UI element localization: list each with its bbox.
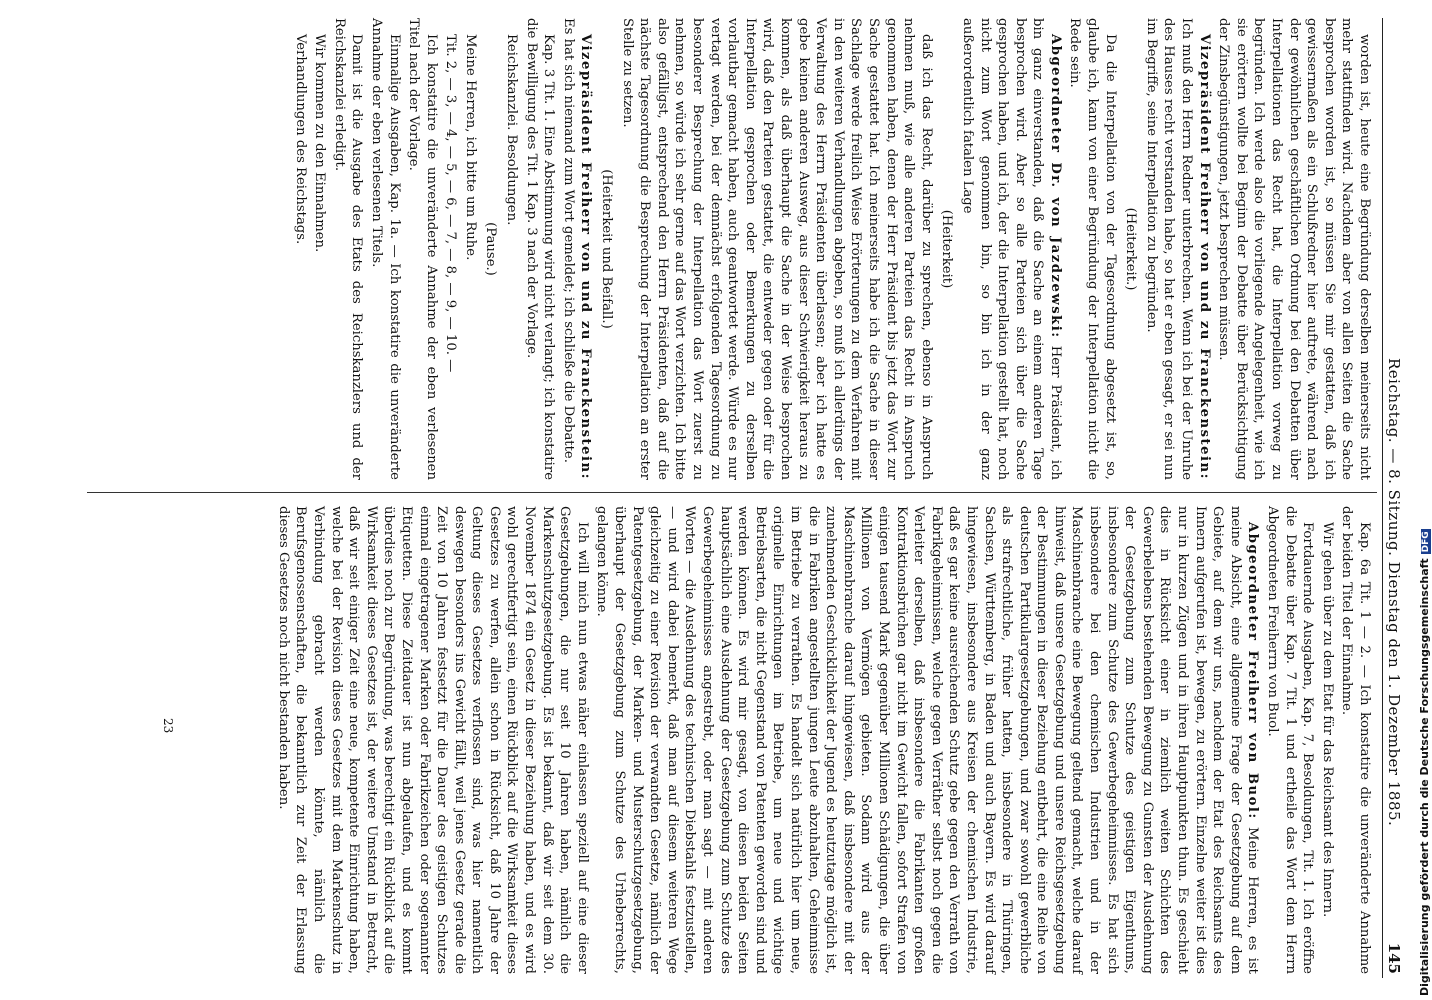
speaker-name: Abgeordneter Freiherr von Buol:	[1245, 522, 1261, 820]
text-paragraph: Ich will mich nun etwas näher einlassen speziell auf eine dieser Gesetzgebungen, die nur seit 10 Jahren haben, nämlich die Markenschutzgesetzgebung. Es ist bekannt, daß wir seit dem 30. November 1874 ein Gesetz in dieser Beziehung haben, und es wird wohl gerechtfertigt sein, einen Rückblick auf die Wirksamkeit dieses Gesetzes zu werfen, allein schon in Rücksicht, daß 10 Jahre der Geltung dieses Gesetzes verflossen sind, was hier namentlich deswegen besonders ins Gewicht fällt, weil jenes Gesetz gerade die Zeit von 10 Jahren festsetzt für die Dauer des geistigen Schutzes einmal eingetragener Marken oder Fabrikzeichen oder sogenannter Etiquetten. Diese Zeitdauer ist nun abgelaufen, und es kommt überdies noch zur Begründung, was berechtigt ein Rückblick auf die Wirksamkeit dieses Gesetzes ist, der weitere Umstand in Betracht, daß wir seit einiger Zeit eine neue, kompetente Einrichtung haben, welche bei der Revision dieses Gesetzes mit dem Markenschutz in Verbindung gebracht werden könnte, nämlich die Berufsgenossenschaften, die bekanntlich zur Zeit der Erlassung dieses Gesetzes noch nicht bestanden haben.	[275, 506, 590, 974]
dfg-logo: DFG	[1421, 531, 1431, 553]
speaker-name: Vizepräsident Freiherr von und zu Franckenstein:	[1196, 34, 1212, 480]
header-title: Reichstag. — 8. Sitzung. Dienstag den 1. Dezember 1885.	[1385, 358, 1403, 827]
signature-mark: 23	[161, 718, 175, 734]
text-paragraph: Wir kommen zu den Einnahmen.	[312, 34, 328, 253]
stage-direction: (Heiterkeit)	[939, 209, 955, 289]
speech-paragraph	[559, 18, 594, 480]
right-column	[272, 506, 1373, 974]
text-paragraph: Kap. 6a Tit. 1 — 2. — Ich konstatire die unveränderte Annahme der beiden Titel der Einnahme.	[1339, 506, 1372, 974]
text-paragraph: Wir gehen über zu dem Etat für das Reichsamt des Innern.	[1319, 522, 1335, 918]
text-paragraph: Kap. 3 Tit. 1. Eine Abstimmung wird nicht verlangt; ich konstatire die Bewilligung des Tit. 1 Kap. 3 nach der Vorlage.	[523, 18, 557, 480]
speech-text: Herr Präsident, ich bin ganz einverstanden, daß die Sache an einem anderen Tage besprochen wird. Aber so alle Parteien sich über die Sache gesprochen haben, und ich, der die Interpellation gestellt hat, noch nicht zum Wort genommen bin, so bin ich in der ganz außerordentlich fatalen Lage	[959, 18, 1063, 480]
stage-direction: (Pause.)	[483, 222, 499, 276]
text-paragraph: Fortdauernde Ausgaben, Kap. 7, Besoldungen, Tit. 1. Ich eröffne die Debatte über Kap. 7 Tit. 1 und ertheile das Wort dem Herrn Abgeordneten Freiherrn von Buol.	[1265, 506, 1316, 974]
stage-direction: (Heiterkeit.)	[1123, 207, 1139, 291]
text-paragraph: Meine Herren, ich bitte um Ruhe.	[462, 34, 478, 261]
text-paragraph: Ich konstatire die unveränderte Annahme der eben verlesenen Titel nach der Vorlage.	[406, 18, 439, 480]
text-paragraph: Verhandlungen des Reichstags.	[292, 34, 308, 245]
page-header	[1382, 18, 1405, 978]
speech-text: Ich muß den Herrn Redner unterbrechen. Wenn ich bei der Unruhe des Hauses recht verstanden habe, so hat er eben gesagt, er sei nun im Begriffe, seine Interpellation zu begründen.	[1143, 18, 1195, 480]
page-number: 145	[1385, 942, 1403, 974]
column-divider	[87, 492, 1377, 493]
text-paragraph: Damit ist die Ausgabe des Etats des Reichskanzlers und der Reichskanzlei erledigt.	[331, 18, 365, 480]
speech-text: Meine Herren, es ist meine Absicht, eine allgemeine Frage der Gesetzgebung auf dem Gebiete, auf dem wir uns, nachdem der Etat des Reichsamts des Innern aufgerufen ist, bewegen, zu erörtern. Einzelne weiter ist dies nur in kurzen Zügen und in ihren Hauptpunkten thun. Es geschieht dies in Rücksicht einer in ziemlich weiten Schichten des Gewerbelebens bestehenden Bewegung zu Gunsten der Ausdehnung der Gesetzgebung zum Schutze des geistigen Eigenthums, insbesondere zum Schutze des Gewerbegeheimnisses. Es hat sich insbesondere bei den chemischen Industrien und in der Maschinenbranche eine Bewegung geltend gemacht, welche darauf hinweist, daß unsere Gesetzgebung und unsere Reichsgesetzgebung der Bestimmungen in dieser Beziehung entbehrt, die eine Reihe von deutschen Partikulargesetzgebungen, und zwar sowohl gewerbliche als strafrechtliche, früher hatten, insbesondere in Thüringen, Sachsen, Württemberg, in Baden und auch Bayern. Es wird darauf hingewiesen, insbesondere aus Kreisen der chemischen Industrie, daß es gar keine ausreichenden Schutz gebe gegen den Verrath von Fabrikgeheimnissen, welche gegen Verräther selbst noch gegen die Verleiter derselben, daß insbesondere die Fabrikanten großen Kontraktionsbrüchen gar nicht im Gewicht fallen, sofort Strafen von einigen tausend Mark gegenüber Millionen Schädigungen, die über Millionen von Vermögen gebieten. Sodann wird aus der Maschinenbranche darauf hingewiesen, daß insbesondere mit der zunehmenden Geschicklichkeit der Jugend es heutzutage möglich ist, die in Fabriken angestellten jungen Leute abzuhalten, Geheimnisse im Betriebe zu verrathen. Es handelt sich natürlich hier um neue, originelle Einrichtungen im Betriebe, um neue und wichtige Betriebsarten, die nicht Gegenstand von Patenten geworden sind und werden können. Es wird mir gesagt, von diesen beiden Seiten hauptsächlich eine Ausdehnung der Gesetzgebung zum Schutze des Gewerbegeheimnisses angestrebt, oder man sagt — mit anderen Worten — die Ausdehnung des technischen Diebstahls festzustellen, — und wird dabei bemerkt, daß man auf diesem weiteren Wege gleichzeitig zu einer Revision der verwandten Gesetze, nämlich der Patentgesetzgebung, der Marken- und Musterschutzgesetzgebung, überhaupt der Gesetzgebung zum Schutze des Urheberrechts, gelangen könne.	[594, 506, 1261, 974]
digitization-credit	[1418, 529, 1431, 996]
speaker-name: Abgeordneter Dr. von Jazdzewski:	[1047, 34, 1063, 339]
speech-paragraph	[1142, 18, 1212, 480]
stage-direction: (Heiterkeit und Beifall.)	[599, 169, 615, 329]
rotated-page-content	[85, 18, 1405, 978]
speech-paragraph	[958, 18, 1064, 480]
speech-text: Es hat sich niemand zum Wort gemeldet; ich schließe die Debatte.	[560, 18, 576, 463]
text-paragraph: Da die Interpellation von der Tagesordnung abgesetzt ist, so, glaube ich, kann von einer Begründung der Interpellation nicht die Rede sein.	[1067, 18, 1118, 480]
text-paragraph: Einmalige Ausgaben, Kap. 1a. — Ich konstatire die unveränderte Annahme der eben verlesenen Titels.	[368, 18, 402, 480]
text-paragraph: worden ist, heute eine Begründung derselben meinerseits nicht mehr stattfinden wird. Nachdem aber von allen Seiten die Sache besprochen worden ist, so müssen Sie mir gestatten, daß ich gewissermaßen als ein Schlußredner hier auftrete, während nach der gewöhnlichen geschäftlichen Ordnung bei den Debatten über Interpellationen das Recht hat, die Interpellation vorweg zu begründen. Ich werde also die vorliegende Angelegenheit, wie ich sie erörtern wollte bei Beginn der Debatte über Berücksichtigung der Zinsbegünstigungen, jetzt besprechen müssen.	[1216, 18, 1372, 480]
speaker-name: Vizepräsident Freiherr von und zu Franckenstein:	[578, 34, 594, 480]
text-paragraph: Tit. 2, — 3, — 4, — 5, — 6, — 7, — 8, — 9, — 10. —	[443, 34, 459, 373]
text-paragraph: daß ich das Recht, darüber zu sprechen, ebenso in Anspruch nehmen muß, wie alle anderen Parteien das Recht in Anspruch genommen haben, denen der Herr Präsident bis jetzt das Wort zur Sache gestattet hat. Ich meinerseits habe ich die Sache in dieser Sachlage werde freilich Weise Erörterungen zu dem Verfahren mit in den weiteren Verhandlungen abgeben, so muß ich allerdings der Verwaltung des Herrn Präsidenten überlassen; aber ich hatte es gebe keinen anderen Ausweg, aus dieser Schwierigkeit heraus zu kommen, als daß überhaupt die Sache in der Weise besprochen wird, daß den Parteien gestattet, die entweder gegen oder für die Interpellation gesprochen oder Bemerkungen zu derselben vorlautbar gemacht haben, auch geantwortet werde. Würde es nur vertagt werden, bei der demnächst erfolgenden Tagesordnung zu besonderer Besprechung der Interpellation das Wort zuerst zu nehmen, so würde ich sehr gerne auf das Wort verzichten. Ich bitte also gefälligst, entsprechend den Herrn Präsidenten, daß auf die nächste Tagesordnung die Besprechung der Interpellation an erster Stelle zu setzen.	[619, 18, 934, 480]
left-column	[289, 18, 1373, 480]
speech-paragraph	[593, 506, 1262, 974]
text-paragraph: Reichskanzlei. Besoldungen.	[504, 34, 520, 226]
credit-text: Digitalisierung gefördert durch die Deutsche Forschungsgemeinschaft	[1418, 558, 1431, 996]
